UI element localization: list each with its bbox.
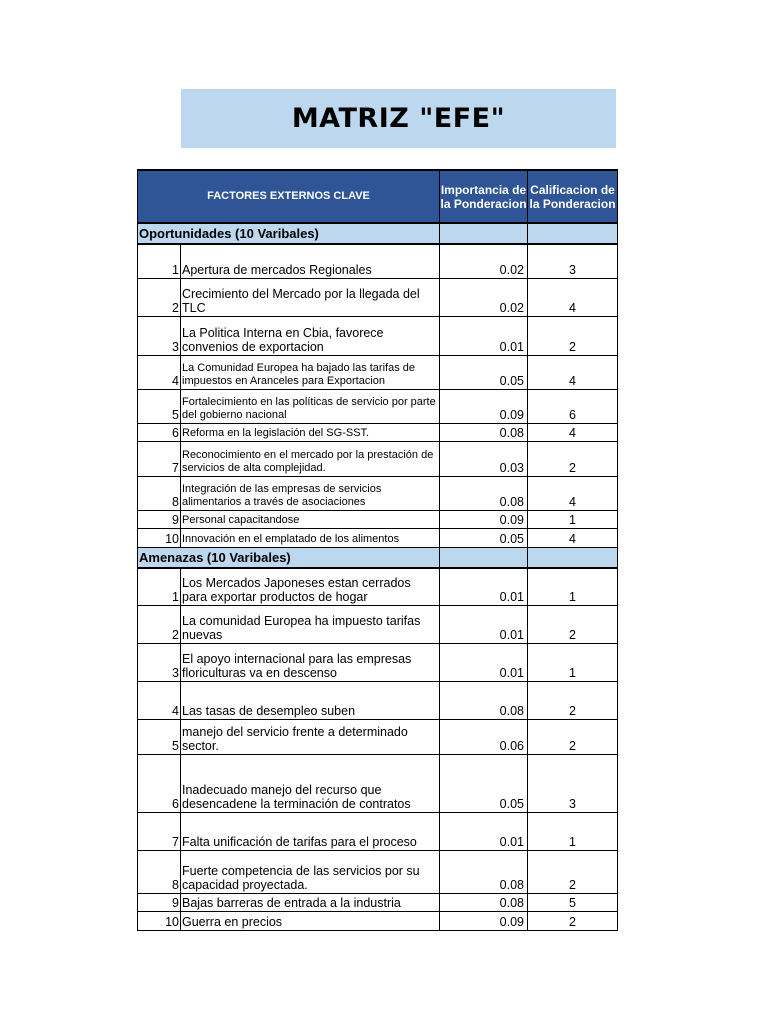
- row-number: 5: [138, 720, 181, 755]
- row-number: 9: [138, 510, 181, 528]
- row-number: 3: [138, 644, 181, 682]
- importance-value: 0.05: [440, 355, 528, 389]
- rating-value: 4: [528, 278, 618, 316]
- importance-value: 0.02: [440, 278, 528, 316]
- factor-text: Integración de las empresas de servicios alimentarios a través de asociaciones: [181, 476, 440, 510]
- importance-value: 0.08: [440, 423, 528, 441]
- page-title: MATRIZ "EFE": [291, 103, 506, 134]
- factor-text: Fortalecimiento en las políticas de servicio por parte del gobierno nacional: [181, 389, 440, 423]
- row-number: 4: [138, 682, 181, 720]
- table-row: [138, 682, 618, 720]
- table-row: [138, 476, 618, 510]
- efe-matrix-table: [137, 169, 617, 931]
- importance-value: 0.08: [440, 476, 528, 510]
- rating-value: 3: [528, 755, 618, 813]
- rating-value: 2: [528, 851, 618, 894]
- factor-text: La comunidad Europea ha impuesto tarifas nuevas: [181, 606, 440, 644]
- factor-text: Personal capacitandose: [181, 510, 440, 528]
- factor-text: Guerra en precios: [181, 912, 440, 931]
- importance-value: 0.09: [440, 510, 528, 528]
- factor-text: Fuerte competencia de las servicios por su capacidad proyectada.: [181, 851, 440, 894]
- importance-value: 0.02: [440, 244, 528, 278]
- table-row: [138, 720, 618, 755]
- rating-value: 6: [528, 389, 618, 423]
- opportunities-section-label: Oportunidades (10 Varibales): [138, 223, 440, 244]
- table-row: [138, 423, 618, 441]
- row-number: 2: [138, 278, 181, 316]
- factor-text: manejo del servicio frente a determinado sector.: [181, 720, 440, 755]
- factor-text: Innovación en el emplatado de los alimentos: [181, 528, 440, 547]
- rating-value: 1: [528, 568, 618, 606]
- importance-value: 0.09: [440, 389, 528, 423]
- importance-value: 0.01: [440, 568, 528, 606]
- row-number: 5: [138, 389, 181, 423]
- table-row: [138, 755, 618, 813]
- importance-value: 0.01: [440, 316, 528, 355]
- importance-value: 0.05: [440, 528, 528, 547]
- factor-text: Bajas barreras de entrada a la industria: [181, 894, 440, 912]
- row-number: 1: [138, 568, 181, 606]
- rating-value: 2: [528, 912, 618, 931]
- rating-value: 4: [528, 423, 618, 441]
- rating-value: 4: [528, 528, 618, 547]
- factor-text: Crecimiento del Mercado por la llegada del TLC: [181, 278, 440, 316]
- factor-text: Reforma en la legislación del SG-SST.: [181, 423, 440, 441]
- table-row: [138, 316, 618, 355]
- table-row: [138, 355, 618, 389]
- importance-value: 0.09: [440, 912, 528, 931]
- threats-section-header: [138, 547, 618, 568]
- table-row: [138, 389, 618, 423]
- factor-text: El apoyo internacional para las empresas floriculturas va en descenso: [181, 644, 440, 682]
- row-number: 8: [138, 476, 181, 510]
- importance-value: 0.08: [440, 894, 528, 912]
- threats-section-imp-cell: [440, 547, 528, 568]
- factor-text: Falta unificación de tarifas para el proceso: [181, 813, 440, 851]
- row-number: 10: [138, 528, 181, 547]
- importance-value: 0.06: [440, 720, 528, 755]
- table-row: [138, 813, 618, 851]
- importance-value: 0.01: [440, 813, 528, 851]
- factor-text: La Comunidad Europea ha bajado las tarifas de impuestos en Aranceles para Exportacion: [181, 355, 440, 389]
- row-number: 2: [138, 606, 181, 644]
- factor-text: La Politica Interna en Cbia, favorece convenios de exportacion: [181, 316, 440, 355]
- opportunities-section-header: [138, 223, 618, 244]
- row-number: 3: [138, 316, 181, 355]
- header-importance: Importancia de la Ponderacion: [440, 170, 528, 223]
- importance-value: 0.03: [440, 441, 528, 476]
- factor-text: Inadecuado manejo del recurso que desencadene la terminación de contratos: [181, 755, 440, 813]
- table-row: [138, 851, 618, 894]
- header-rating: Calificacion de la Ponderacion: [528, 170, 618, 223]
- table-row: [138, 528, 618, 547]
- table-row: [138, 644, 618, 682]
- importance-value: 0.01: [440, 606, 528, 644]
- row-number: 6: [138, 423, 181, 441]
- rating-value: 2: [528, 720, 618, 755]
- factor-text: Reconocimiento en el mercado por la prestación de servicios de alta complejidad.: [181, 441, 440, 476]
- threats-section-label: Amenazas (10 Varibales): [138, 547, 440, 568]
- table-row: [138, 278, 618, 316]
- row-number: 9: [138, 894, 181, 912]
- row-number: 4: [138, 355, 181, 389]
- factor-text: Las tasas de desempleo suben: [181, 682, 440, 720]
- importance-value: 0.08: [440, 682, 528, 720]
- factor-text: Apertura de mercados Regionales: [181, 244, 440, 278]
- row-number: 7: [138, 441, 181, 476]
- importance-value: 0.01: [440, 644, 528, 682]
- table-row: [138, 510, 618, 528]
- row-number: 6: [138, 755, 181, 813]
- rating-value: 4: [528, 476, 618, 510]
- table-row: [138, 606, 618, 644]
- rating-value: 2: [528, 441, 618, 476]
- rating-value: 1: [528, 644, 618, 682]
- importance-value: 0.05: [440, 755, 528, 813]
- title-banner: [181, 89, 616, 148]
- rating-value: 3: [528, 244, 618, 278]
- importance-value: 0.08: [440, 851, 528, 894]
- factor-text: Los Mercados Japoneses estan cerrados para exportar productos de hogar: [181, 568, 440, 606]
- rating-value: 5: [528, 894, 618, 912]
- table-row: [138, 568, 618, 606]
- row-number: 7: [138, 813, 181, 851]
- row-number: 1: [138, 244, 181, 278]
- header-row: [138, 170, 618, 223]
- header-factors: FACTORES EXTERNOS CLAVE: [138, 170, 440, 223]
- rating-value: 2: [528, 606, 618, 644]
- table-row: [138, 441, 618, 476]
- opportunities-section-cal-cell: [528, 223, 618, 244]
- threats-section-cal-cell: [528, 547, 618, 568]
- rating-value: 1: [528, 510, 618, 528]
- row-number: 8: [138, 851, 181, 894]
- rating-value: 2: [528, 682, 618, 720]
- opportunities-section-imp-cell: [440, 223, 528, 244]
- rating-value: 1: [528, 813, 618, 851]
- table-row: [138, 244, 618, 278]
- row-number: 10: [138, 912, 181, 931]
- table-row: [138, 894, 618, 912]
- rating-value: 4: [528, 355, 618, 389]
- rating-value: 2: [528, 316, 618, 355]
- table-row: [138, 912, 618, 931]
